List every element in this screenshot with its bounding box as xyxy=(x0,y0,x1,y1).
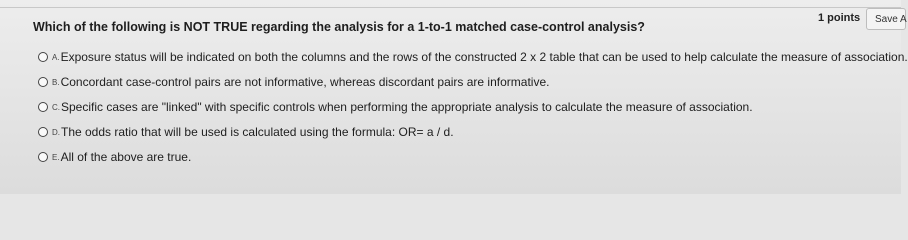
option-text: Exposure status will be indicated on both the columns and the rows of the constructed 2 x 2 table that can be used to help calculate the measure of association. xyxy=(60,49,908,64)
option-text: Concordant case-control pairs are not informative, whereas discordant pairs are informative. xyxy=(60,74,550,89)
option-c[interactable] xyxy=(38,94,908,119)
save-answer-button[interactable]: Save A xyxy=(866,8,906,30)
option-letter: A. xyxy=(52,53,60,62)
option-letter: C. xyxy=(52,103,60,112)
option-a[interactable] xyxy=(38,44,908,69)
option-letter: B. xyxy=(52,78,60,87)
answer-options xyxy=(38,44,908,169)
option-e[interactable] xyxy=(38,144,908,169)
radio-button[interactable] xyxy=(38,102,48,112)
option-text: All of the above are true. xyxy=(60,149,192,164)
radio-button[interactable] xyxy=(38,77,48,87)
divider xyxy=(0,7,901,8)
points-label: 1 points xyxy=(818,12,861,24)
option-letter: D. xyxy=(52,128,60,137)
radio-button[interactable] xyxy=(38,127,48,137)
option-letter: E. xyxy=(52,153,60,162)
option-text: The odds ratio that will be used is calculated using the formula: OR= a / d. xyxy=(61,124,454,139)
radio-button[interactable] xyxy=(38,152,48,162)
option-b[interactable] xyxy=(38,69,908,94)
option-text: Specific cases are "linked" with specific controls when performing the appropriate analysis to calculate the measure of association. xyxy=(61,99,753,114)
radio-button[interactable] xyxy=(38,52,48,62)
option-d[interactable] xyxy=(38,119,908,144)
question-text: Which of the following is NOT TRUE regarding the analysis for a 1-to-1 matched case-control analysis? xyxy=(33,20,645,34)
